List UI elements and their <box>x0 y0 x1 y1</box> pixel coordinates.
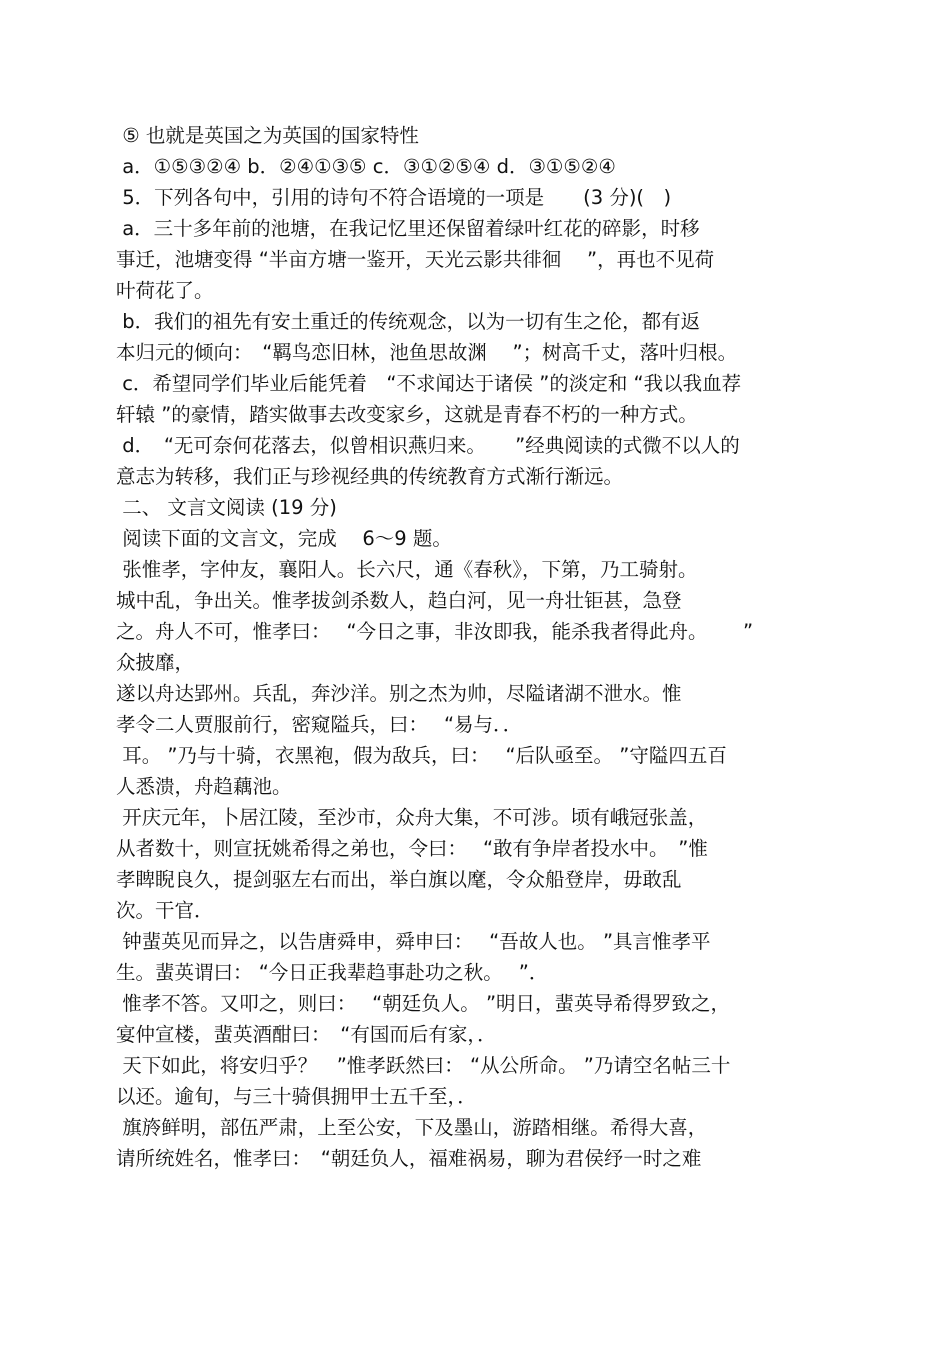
document-text <box>116 120 836 1174</box>
text-line: 意志为转移，我们正与珍视经典的传统教育方式渐行渐远。 <box>116 465 624 488</box>
text-line: 轩辕 ”的豪情，踏实做事去改变家乡，这就是青春不朽的一种方式。 <box>116 403 698 426</box>
text-line: 次。干官． <box>116 899 214 922</box>
text-line: 生。蜚英谓曰： “今日正我辈趋事赴功之秋。 ”． <box>116 961 549 984</box>
text-line: c．希望同学们毕业后能凭着 “不求闻达于诸侯 ”的淡定和 “我以我血荐 <box>116 372 742 395</box>
text-line: 二、 文言文阅读 (19 分) <box>116 496 337 519</box>
text-line: 以还。逾旬，与三十骑俱拥甲士五千至，． <box>116 1085 477 1108</box>
text-line: 开庆元年，卜居江陵，至沙市，众舟大集，不可涉。顷有峨冠张盖， <box>116 806 708 829</box>
text-line: 孝令二人贾服前行，密窥隘兵，曰： “易与．． <box>116 713 523 736</box>
text-line: 天下如此，将安归乎？ ”惟孝跃然曰： “从公所命。 ”乃请空名帖三十 <box>116 1054 731 1077</box>
text-line: 请所统姓名，惟孝曰： “朝廷负人，福难祸易，聊为君侯纾一时之难 <box>116 1147 702 1170</box>
text-line: 从者数十，则宣抚姚希得之弟也，令曰： “敢有争岸者投水中。 ”惟 <box>116 837 708 860</box>
text-line: 众披靡， <box>116 651 195 674</box>
text-line: a．①⑤③②④ b．②④①③⑤ c．③①②⑤④ d．③①⑤②④ <box>116 155 616 178</box>
text-line: 人悉溃，舟趋藕池。 <box>116 775 292 798</box>
text-line: 惟孝不答。又叩之，则曰： “朝廷负人。 ”明日，蜚英导希得罗致之， <box>116 992 731 1015</box>
text-line: 耳。 ”乃与十骑，衣黑袍，假为敌兵，曰： “后队亟至。 ”守隘四五百 <box>116 744 727 767</box>
text-line: 旗旍鲜明，部伍严肃，上至公安，下及墨山，游踏相继。希得大喜， <box>116 1116 708 1139</box>
text-line: 阅读下面的文言文，完成 6～9 题。 <box>116 527 452 550</box>
text-line: 孝睥睨良久，提剑驱左右而出，举白旗以麾，令众船登岸，毋敢乱 <box>116 868 682 891</box>
text-line: 5．下列各句中，引用的诗句不符合语境的一项是 (3 分)( ) <box>116 186 672 209</box>
text-line: ⑤ 也就是英国之为英国的国家特性 <box>116 124 419 147</box>
text-line: d． “无可奈何花落去，似曾相识燕归来。 ”经典阅读的式微不以人的 <box>116 434 740 457</box>
text-line: 张惟孝，字仲友，襄阳人。长六尺，通《春秋》，下第，乃工骑射。 <box>116 558 698 581</box>
text-line: b．我们的祖先有安土重迁的传统观念，以为一切有生之伦，都有返 <box>116 310 701 333</box>
text-line: a．三十多年前的池塘，在我记忆里还保留着绿叶红花的碎影，时移 <box>116 217 700 240</box>
text-line: 之。舟人不可，惟孝曰： “今日之事，非汝即我，能杀我者得此舟。 ” <box>116 620 754 643</box>
text-line: 城中乱，争出关。惟孝拔剑杀数人，趋白河，见一舟壮钜甚，急登 <box>116 589 682 612</box>
text-line: 本归元的倾向： “羁鸟恋旧林，池鱼思故渊 ”；树高千丈，落叶归根。 <box>116 341 738 364</box>
text-line: 事迁，池塘变得 “半亩方塘一鉴开，天光云影共徘徊 ”，再也不见荷 <box>116 248 715 271</box>
text-line: 宴仲宣楼，蜚英酒酣曰： “有国而后有家，． <box>116 1023 497 1046</box>
text-line: 遂以舟达郢州。兵乱，奔沙洋。别之杰为帅，尽隘诸湖不泄水。惟 <box>116 682 682 705</box>
text-line: 钟蜚英见而异之，以告唐舜申，舜申曰： “吾故人也。 ”具言惟孝平 <box>116 930 711 953</box>
text-line: 叶荷花了。 <box>116 279 214 302</box>
